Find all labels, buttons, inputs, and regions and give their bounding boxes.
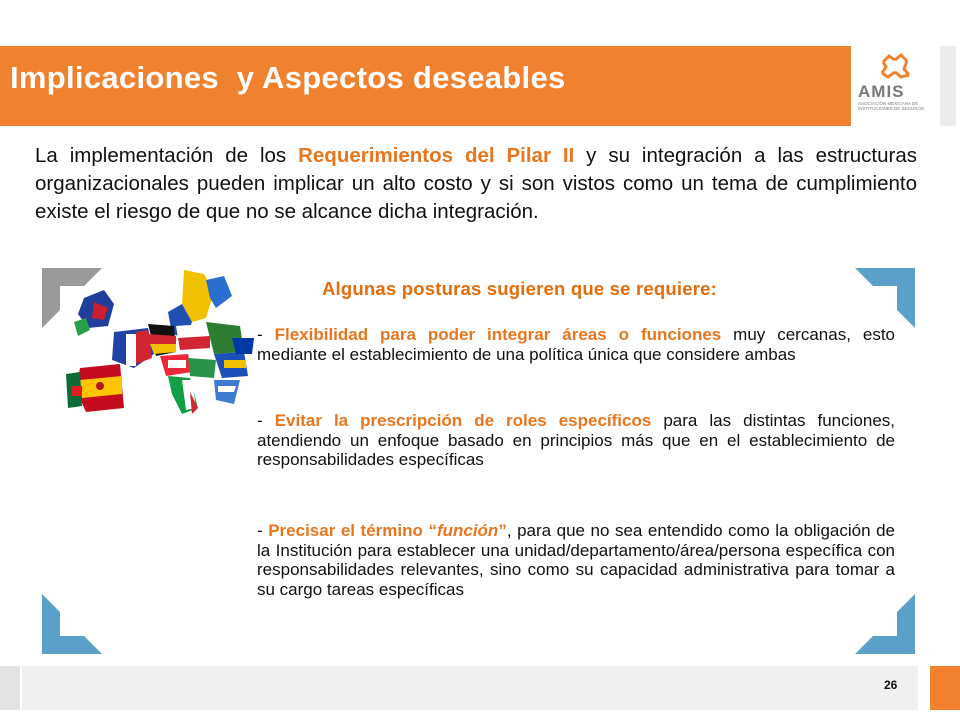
frame-corner-bottom-right: [855, 594, 915, 654]
item-text: muy cercanas, esto mediante el establecimiento de una política única que considere ambas: [257, 325, 895, 364]
intro-paragraph: [35, 142, 917, 226]
intro-text-start: La implementación de los: [35, 144, 299, 167]
item-text: , para que no sea entendido como la obligación de la Institución para establecer una unidad/departamento/área/persona específica con responsabilidades relevantes, sino como su capacidad administrativa para tomar a su cargo tareas específicas: [257, 521, 895, 599]
list-subtitle: Algunas posturas sugieren que se requiere:: [322, 278, 717, 299]
amis-logo-text: AMIS: [858, 82, 905, 101]
header-right-strip: [940, 46, 956, 126]
list-item: [257, 521, 895, 599]
slide-title: Implicaciones y Aspectos deseables: [10, 60, 566, 95]
page-number: 26: [884, 678, 898, 692]
item-dash: -: [257, 411, 275, 430]
footer-orange-block: [930, 666, 960, 710]
item-quote-close: ”: [498, 521, 507, 540]
list-item: [257, 325, 895, 364]
item-highlight: Flexibilidad para poder integrar áreas o funciones: [274, 325, 722, 344]
item-highlight: Precisar el término: [268, 521, 429, 540]
item-italic-term: función: [436, 521, 499, 540]
intro-highlight: Requerimientos del Pilar II: [298, 144, 575, 167]
amis-logo-icon: [877, 52, 913, 80]
footer-bar: [22, 666, 918, 710]
item-highlight: Evitar la prescripción de roles específicos: [274, 411, 652, 430]
intro-text-end: y su integración a las estructuras organizacionales pueden implicar un alto costo y si son vistos como un tema de cumplimiento existe el riesgo de que no se alcance dicha integración.: [35, 144, 917, 223]
item-text: para las distintas funciones, atendiendo un enfoque basado en principios más que en el establecimiento de responsabilidades específicas: [257, 411, 895, 469]
europe-flags-map-image: [64, 268, 254, 418]
frame-corner-bottom-left: [42, 594, 102, 654]
footer-left-strip: [0, 666, 20, 710]
amis-logo-subtitle: ASOCIACIÓN MEXICANA DE INSTITUCIONES DE SEGUROS: [858, 101, 925, 111]
item-dash: -: [257, 325, 275, 344]
frame-corner-top-right: [855, 268, 915, 328]
item-quote-open: “: [428, 521, 437, 540]
item-dash: -: [257, 521, 269, 540]
list-item: [257, 411, 895, 470]
